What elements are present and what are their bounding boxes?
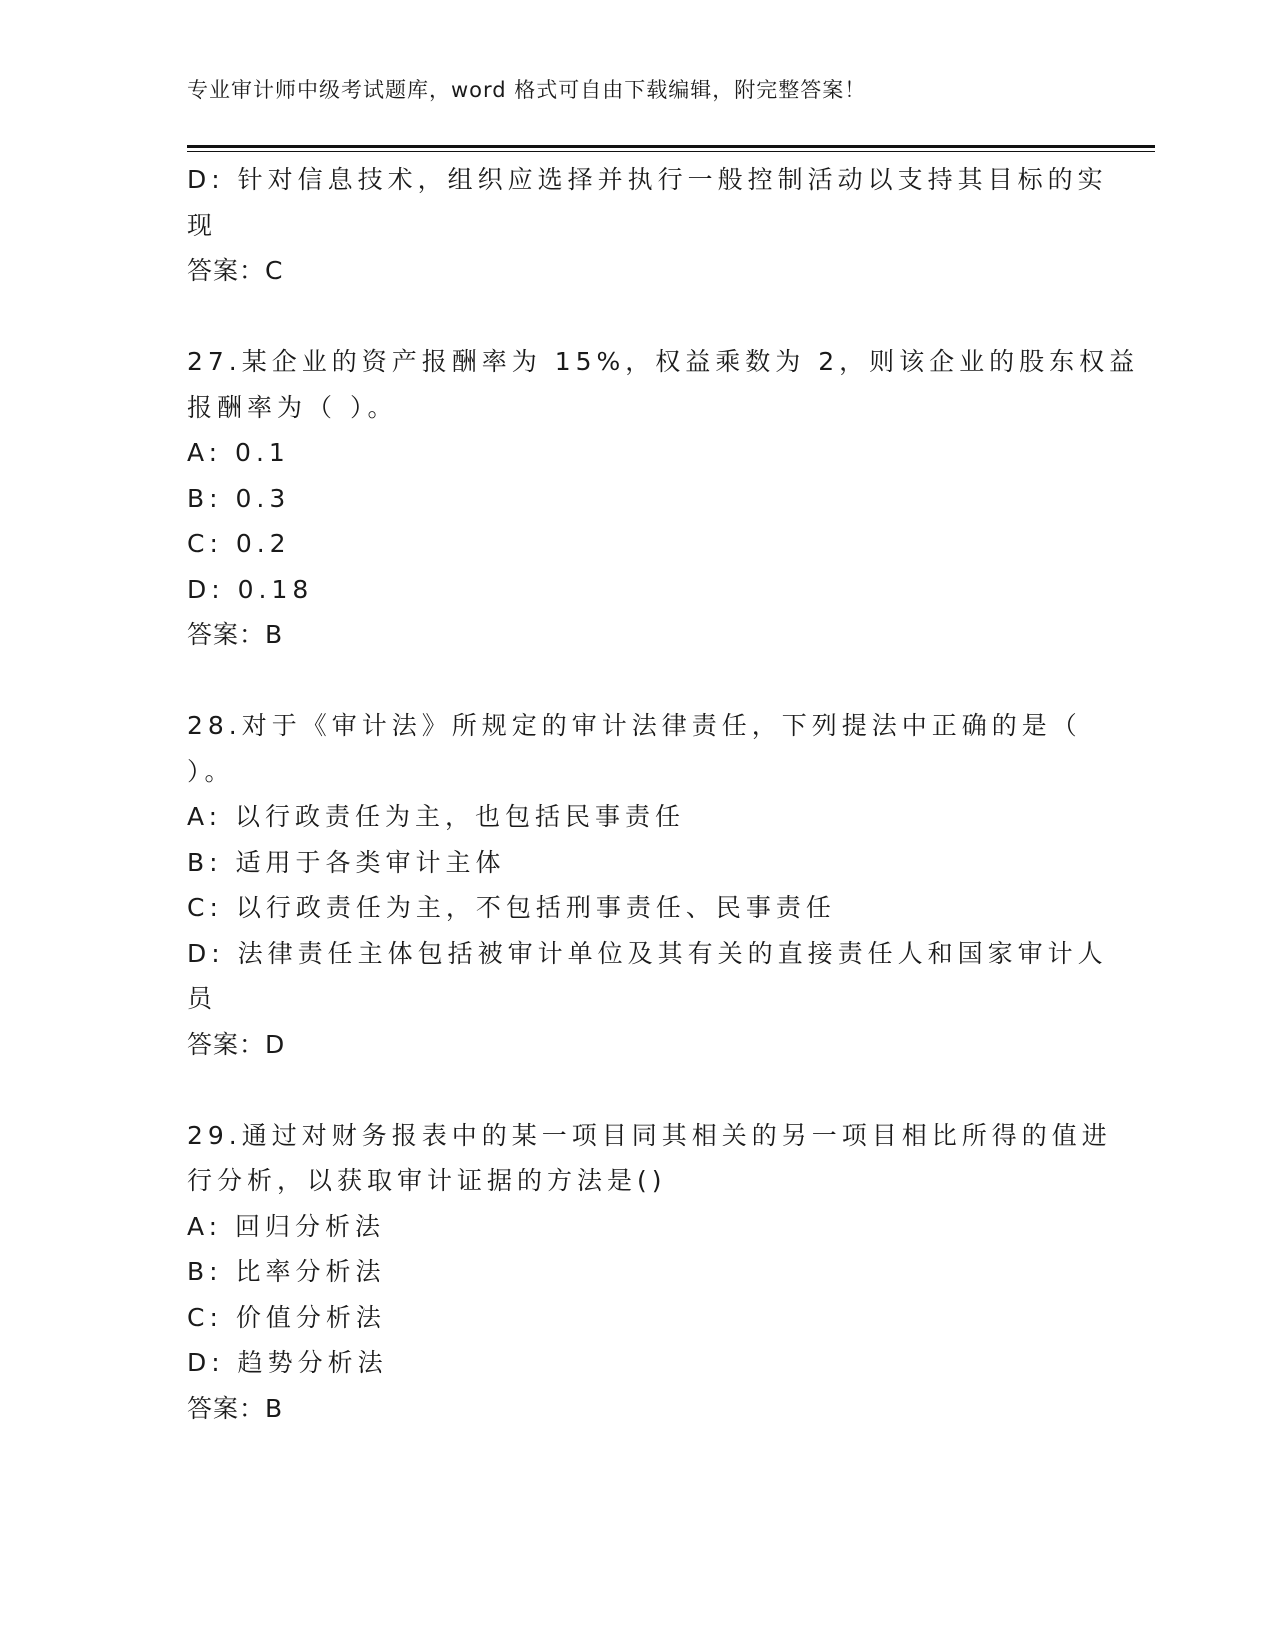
option-d: D: 针对信息技术，组织应选择并执行一般控制活动以支持其目标的实	[187, 165, 1108, 194]
option-d-continued: 员	[187, 984, 218, 1013]
option-a: A: 0.1	[187, 438, 290, 467]
option-d-continued: 现	[187, 210, 218, 240]
question-stem-continued: 行分析，以获取审计证据的方法是()	[187, 1166, 667, 1195]
question-stem-continued: ）。	[187, 756, 235, 786]
option-a: A: 以行政责任为主，也包括民事责任	[187, 802, 686, 831]
question-stem: 28.对于《审计法》所规定的审计法律责任，下列提法中正确的是（	[187, 711, 1082, 740]
option-a: A: 回归分析法	[187, 1211, 386, 1241]
answer-line: 答案：B	[187, 620, 284, 649]
page-header: 专业审计师中级考试题库，word 格式可自由下载编辑，附完整答案！	[187, 78, 867, 102]
spacer	[187, 294, 1077, 340]
header-divider	[187, 145, 1155, 152]
spacer	[187, 1067, 1077, 1113]
document-body	[187, 157, 1140, 1431]
option-d: D: 0.18	[187, 574, 314, 604]
question-stem: 29.通过对财务报表中的某一项目同其相关的另一项目相比所得的值进	[187, 1120, 1112, 1150]
option-c: C: 以行政责任为主，不包括刑事责任、民事责任	[187, 893, 836, 922]
option-b: B: 适用于各类审计主体	[187, 847, 506, 877]
question-27	[187, 339, 1140, 658]
question-29	[187, 1113, 1112, 1432]
option-d: D: 趋势分析法	[187, 1348, 388, 1377]
question-stem-continued: 报酬率为（ ）。	[187, 392, 398, 422]
answer-line: 答案：B	[187, 1393, 284, 1423]
question-28	[187, 703, 1108, 1067]
option-c: C: 价值分析法	[187, 1302, 386, 1332]
option-c: C: 0.2	[187, 529, 291, 558]
spacer	[187, 658, 1077, 704]
answer-line: 答案：D	[187, 1029, 286, 1059]
question-26-tail	[187, 157, 1108, 294]
option-b: B: 0.3	[187, 483, 291, 513]
answer-line: 答案：C	[187, 256, 284, 285]
option-d: D: 法律责任主体包括被审计单位及其有关的直接责任人和国家审计人	[187, 938, 1108, 968]
option-b: B: 比率分析法	[187, 1257, 386, 1286]
question-stem: 27.某企业的资产报酬率为 15%，权益乘数为 2，则该企业的股东权益	[187, 347, 1140, 376]
